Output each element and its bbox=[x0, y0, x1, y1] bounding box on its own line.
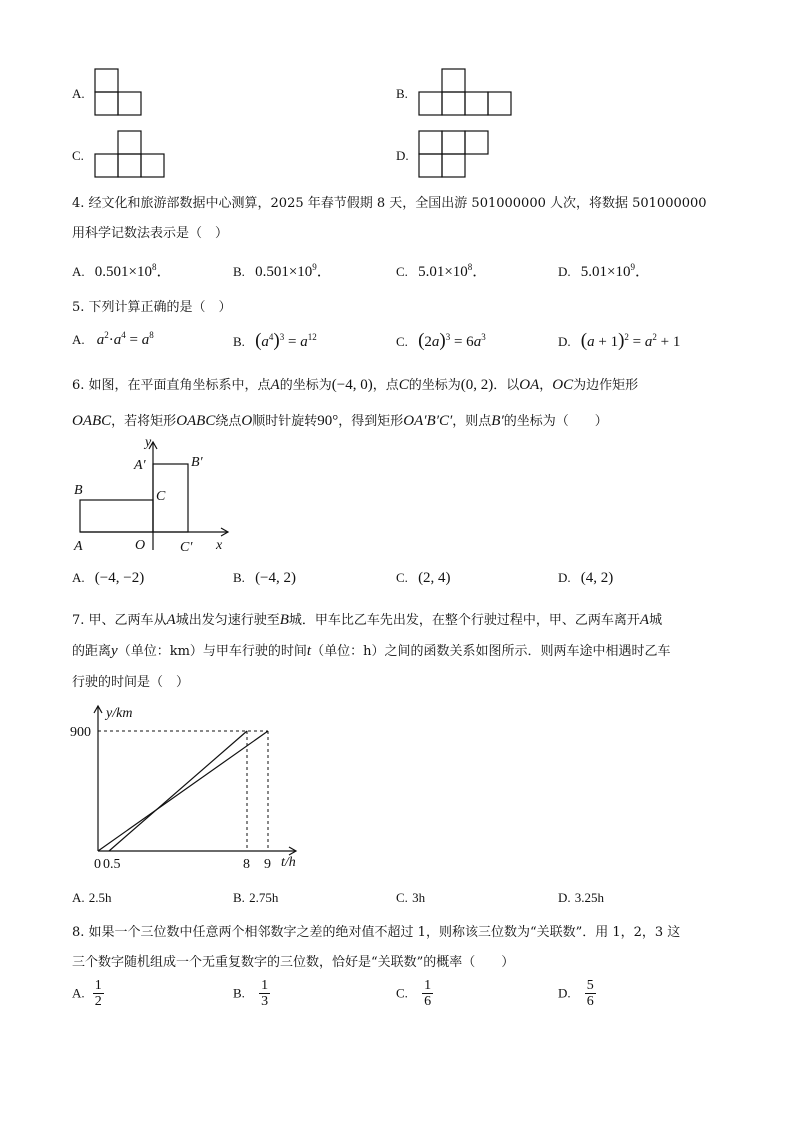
q8-option-a: A. $\frac{1}{2}$ bbox=[72, 978, 102, 1009]
tick-9: 9 bbox=[264, 857, 271, 872]
label-y: y bbox=[145, 436, 152, 450]
q5-option-a: A. $a^2\cdot a^4 = a^8$ bbox=[72, 330, 154, 348]
label-b-prime: B′ bbox=[191, 455, 203, 470]
option-label: A. bbox=[72, 86, 85, 101]
option-label: D. bbox=[396, 148, 409, 163]
tick-8: 8 bbox=[243, 857, 250, 872]
q4-option-c: C. $5.01\times 10^8$． bbox=[396, 262, 488, 280]
q4-stem-line1: 4. 经文化和旅游部数据中心测算，2025 年春节假期 8 天，全国出游 501000000 人次，将数据 501000000 bbox=[72, 196, 707, 211]
q4-option-d: D. $5.01\times 10^9$． bbox=[558, 262, 651, 280]
q7-graph bbox=[70, 700, 310, 880]
q7-option-c: C. 3h bbox=[396, 890, 426, 905]
tick-0: 0 bbox=[94, 857, 101, 872]
rectangle-oabc bbox=[80, 500, 153, 532]
q5-option-c: C. $(2a)^3 = 6a^3$ bbox=[396, 330, 486, 351]
q4-stem-line2: 用科学记数法表示是（ ） bbox=[72, 226, 229, 241]
q8-option-c: C. $\frac{1}{6}$ bbox=[396, 978, 432, 1009]
q6-stem-line1: 6. 如图，在平面直角坐标系中，点A的坐标为(−4, 0)，点C的坐标为(0, 2)．以OA，OC为边作矩形 bbox=[72, 377, 639, 393]
q7-option-b: B. 2.75h bbox=[233, 890, 279, 905]
net-figure-a bbox=[94, 68, 144, 118]
label-a-prime: A′ bbox=[134, 458, 146, 473]
q7-stem-line2: 的距离y（单位：km）与甲车行驶的时间t（单位：h）之间的函数关系如图所示．则两车途中相遇时乙车 bbox=[72, 643, 671, 659]
q4-option-a: A. $0.501\times 10^8$． bbox=[72, 262, 172, 280]
q8-option-b: B. $\frac{1}{3}$ bbox=[233, 978, 269, 1009]
q7-stem-line1: 7. 甲、乙两车从A城出发匀速行驶至B城．甲车比乙车先出发，在整个行驶过程中，甲、乙两车离开A城 bbox=[72, 612, 663, 628]
label-c: C bbox=[156, 489, 166, 504]
net-figure-d bbox=[418, 130, 492, 180]
tick-900: 900 bbox=[70, 725, 91, 740]
q8-option-d: D. $\frac{5}{6}$ bbox=[558, 978, 594, 1009]
label-o: O bbox=[135, 538, 146, 553]
label-b: B bbox=[74, 483, 83, 498]
y-axis-label: y/km bbox=[106, 706, 133, 721]
car-jia-line bbox=[98, 731, 268, 851]
label-x: x bbox=[216, 538, 223, 553]
q4-option-b: B. $0.501\times 10^9$． bbox=[233, 262, 332, 280]
net-figure-c bbox=[94, 130, 168, 180]
q5-stem: 5. 下列计算正确的是（ ） bbox=[72, 300, 232, 315]
q8-stem-line1: 8. 如果一个三位数中任意两个相邻数字之差的绝对值不超过 1，则称该三位数为“关联数”．用 1，2，3 这 bbox=[72, 925, 681, 940]
q7-option-d: D. 3.25h bbox=[558, 890, 605, 905]
q7-stem-line3: 行驶的时间是（ ） bbox=[72, 675, 190, 690]
q6-option-a: A. (−4, −2) bbox=[72, 570, 145, 586]
tick-0-5: 0.5 bbox=[103, 857, 121, 872]
option-label: C. bbox=[72, 148, 84, 163]
label-a: A bbox=[74, 539, 83, 554]
q6-option-c: C. (2, 4) bbox=[396, 570, 451, 586]
q6-option-b: B. (−4, 2) bbox=[233, 570, 297, 586]
option-label: B. bbox=[396, 86, 408, 101]
q6-figure bbox=[66, 436, 236, 556]
car-yi-line bbox=[109, 731, 247, 851]
t-axis-label: t/h bbox=[281, 855, 296, 870]
q7-option-a: A. 2.5h bbox=[72, 890, 112, 905]
q6-option-d: D. (4, 2) bbox=[558, 570, 614, 586]
net-figure-b bbox=[418, 68, 516, 118]
q5-option-d: D. $(a + 1)^2 = a^2 + 1$ bbox=[558, 330, 681, 351]
q5-option-b: B. $(a^4)^3 = a^{12}$ bbox=[233, 330, 317, 351]
q8-stem-line2: 三个数字随机组成一个无重复数字的三位数，恰好是“关联数”的概率（ ） bbox=[72, 955, 515, 970]
q6-stem-line2: OABC，若将矩形OABC绕点O顺时针旋转90°，得到矩形OA′B′C′，则点B′的坐标为（ ） bbox=[72, 413, 608, 429]
label-c-prime: C′ bbox=[180, 540, 193, 555]
